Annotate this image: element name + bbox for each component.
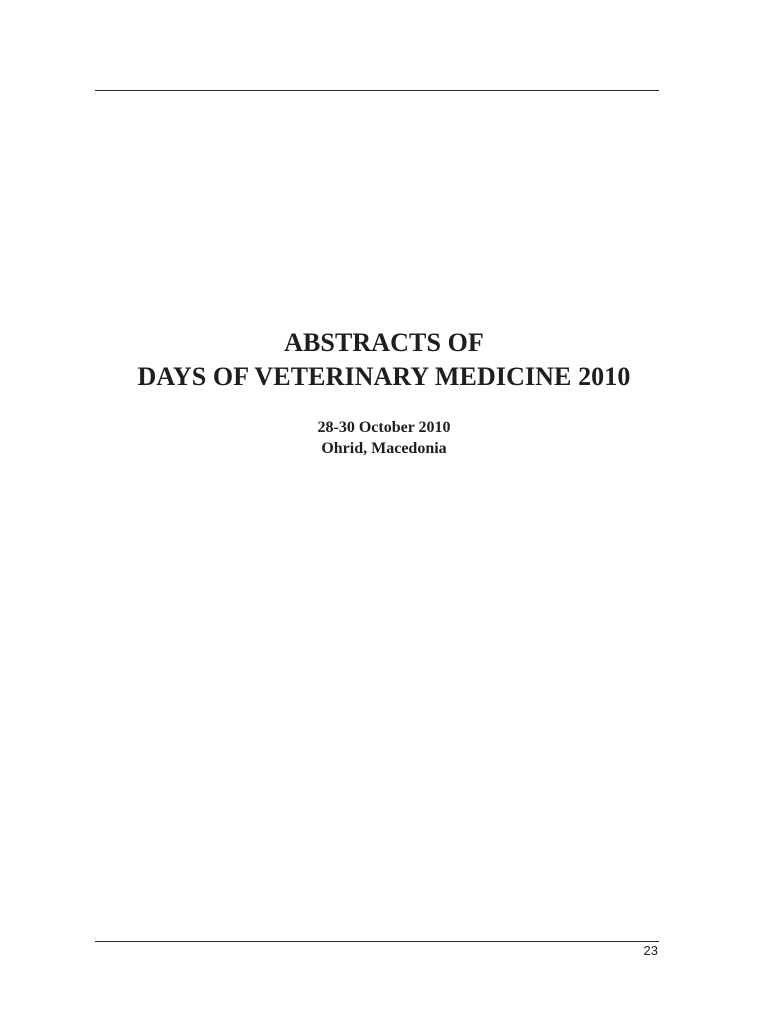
footer-rule	[95, 941, 659, 942]
event-location: Ohrid, Macedonia	[321, 440, 447, 457]
event-details	[0, 417, 768, 459]
event-dates: 28-30 October 2010	[317, 419, 451, 436]
document-title	[0, 326, 768, 394]
header-rule	[95, 90, 659, 91]
page-number: 23	[643, 943, 658, 958]
title-line-1: ABSTRACTS OF	[284, 328, 484, 357]
title-line-2: DAYS OF VETERINARY MEDICINE 2010	[137, 362, 631, 391]
